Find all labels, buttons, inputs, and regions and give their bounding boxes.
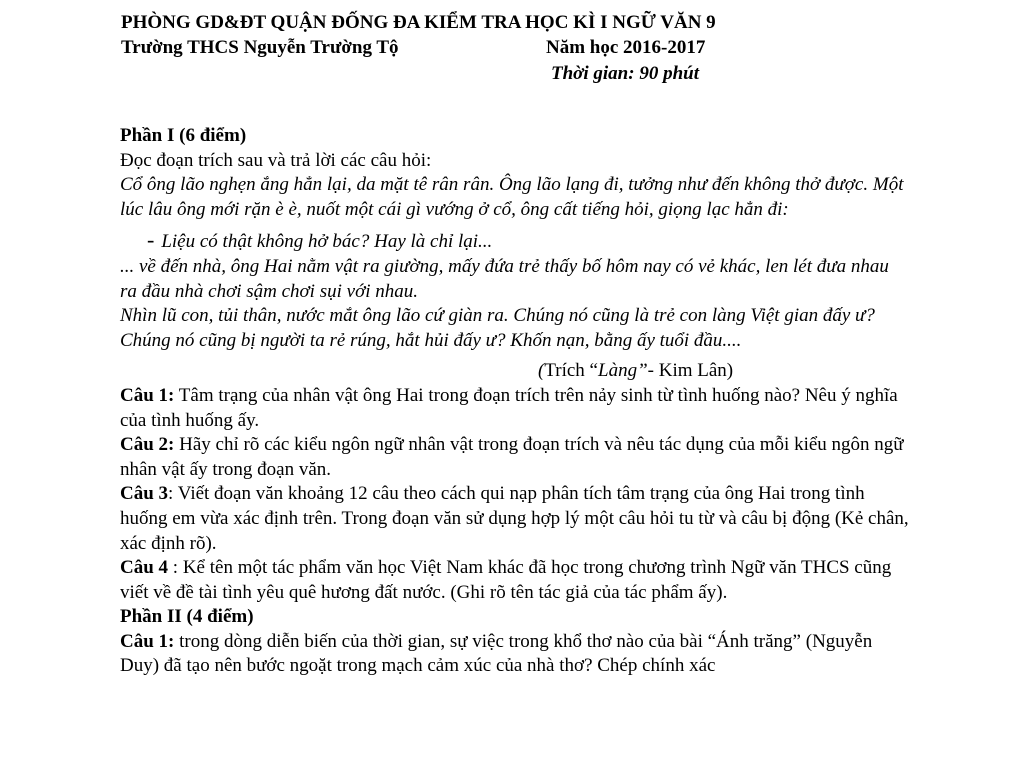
header-title: PHÒNG GD&ĐT QUẬN ĐỐNG ĐA KIỂM TRA HỌC KÌ I NGỮ VĂN 9	[121, 12, 716, 33]
exam-duration: Thời gian: 90 phút	[551, 63, 699, 84]
passage-paragraph-2: ... về đến nhà, ông Hai nằm vật ra giường, mấy đứa trẻ thấy bố hôm nay có vẻ khác, len lét đưa nhau ra đầu nhà chơi sậm chơi sụi với nhau.	[120, 255, 889, 302]
part1-instruction: Đọc đoạn trích sau và trả lời các câu hỏi:	[120, 149, 432, 171]
school-year: Năm học 2016-2017	[546, 37, 706, 58]
header-school-line	[121, 36, 706, 60]
passage-paragraph-3: Nhìn lũ con, tủi thân, nước mắt ông lão cứ giàn ra. Chúng nó cũng là trẻ con làng Việt gian đấy ư? Chúng nó cũng bị người ta rẻ rúng, hắt hủi đấy ư? Khốn nạn, bằng ấy tuổi đầu....	[120, 305, 875, 351]
source-post: - Kim Lân)	[647, 360, 734, 382]
question-2	[120, 433, 910, 482]
dialogue-line	[147, 228, 910, 255]
part1-title: Phần I (6 điểm)	[120, 125, 247, 146]
question-4	[120, 556, 910, 605]
question-text: trong dòng diễn biến của thời gian, sự việc trong khổ thơ nào của bài “Ánh trăng” (Nguyễn Duy) đã tạo nên bước ngoặt trong mạch cảm xúc của nhà thơ? Chép chính xác	[120, 630, 873, 677]
part2-title: Phần II (4 điểm)	[120, 606, 254, 628]
dialogue-text: Liệu có thật không hở bác? Hay là chỉ lại...	[161, 231, 493, 253]
question-label: Câu 2:	[120, 434, 175, 456]
dialogue-dash: -	[147, 227, 155, 253]
question-label: Câu 1:	[120, 384, 175, 406]
part2-question-1	[120, 630, 910, 679]
school-name: Trường THCS Nguyễn Trường Tộ	[121, 37, 399, 58]
passage-source	[120, 359, 910, 384]
question-label: Câu 4	[120, 557, 169, 579]
source-work: Làng”	[598, 360, 648, 382]
exam-body	[120, 124, 910, 679]
question-label: Câu 3	[120, 483, 169, 505]
source-pre: Trích “	[544, 360, 598, 382]
source-open-paren: (	[538, 360, 545, 382]
question-text: : Kể tên một tác phẩm văn học Việt Nam khác đã học trong chương trình Ngữ văn THCS cũng viết về đề tài tình yêu quê hương đất nước. (Ghi rõ tên tác giả của tác phẩm ấy).	[120, 557, 892, 603]
question-label: Câu 1:	[120, 630, 175, 652]
question-text: Hãy chỉ rõ các kiểu ngôn ngữ nhân vật trong đoạn trích và nêu tác dụng của mỗi kiểu ngôn ngữ nhân vật ấy trong đoạn văn.	[120, 434, 904, 480]
question-text: Tâm trạng của nhân vật ông Hai trong đoạn trích trên nảy sinh từ tình huống nào? Nêu ý nghĩa của tình huống ấy.	[120, 384, 898, 431]
question-text: : Viết đoạn văn khoảng 12 câu theo cách qui nạp phân tích tâm trạng của ông Hai trong tình huống em vừa xác định trên. Trong đoạn văn sử dụng hợp lý một câu hỏi tu từ và câu bị động (Kẻ chân, xác định rõ).	[120, 483, 909, 554]
question-3	[120, 482, 910, 556]
passage-paragraph-1: Cổ ông lão nghẹn ắng hẳn lại, da mặt tê rân rân. Ông lão lạng đi, tưởng như đến không thở được. Một lúc lâu ông mới rặn è è, nuốt một cái gì vướng ở cổ, ông cất tiếng hỏi, giọng lạc hẳn đi:	[120, 174, 904, 220]
question-1	[120, 384, 910, 433]
